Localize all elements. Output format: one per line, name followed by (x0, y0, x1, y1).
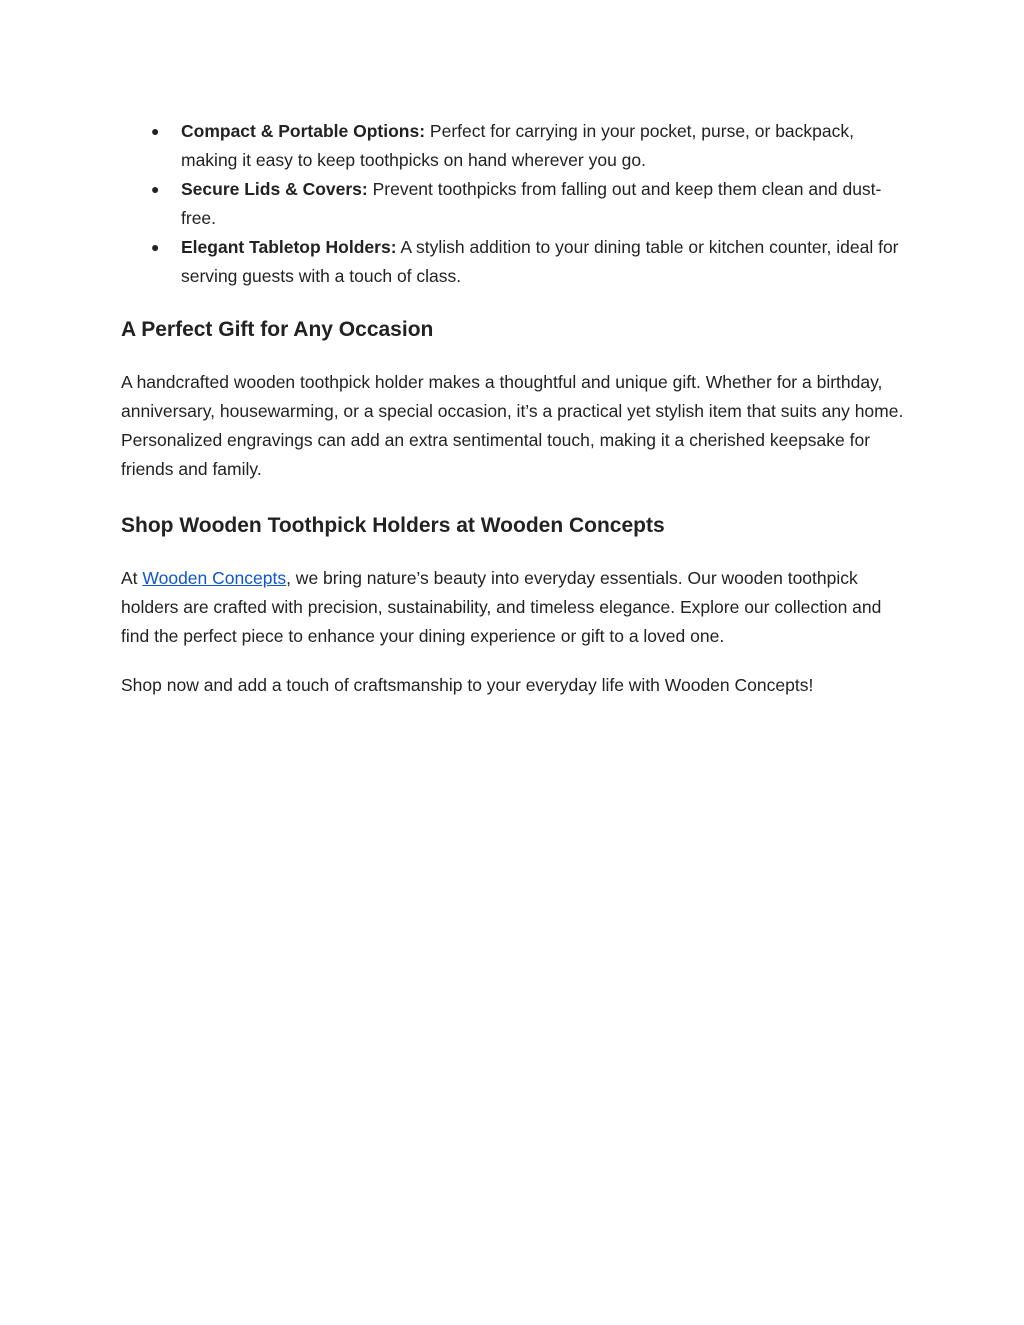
bullet-text: A stylish addition to your dining table or kitchen counter, ideal for serving guests with a touch of class. (181, 237, 899, 286)
bullet-dot-icon: ● (151, 181, 160, 197)
closing-paragraph: Shop now and add a touch of craftsmanship to your everyday life with Wooden Concepts! (121, 675, 814, 695)
bullet-item-compact (121, 117, 911, 175)
gift-section-heading: A Perfect Gift for Any Occasion (121, 318, 434, 341)
bullet-text: Prevent toothpicks from falling out and keep them clean and dust-free. (181, 179, 882, 228)
bullet-dot-icon: ● (151, 239, 160, 255)
bullet-item-tabletop (121, 233, 911, 291)
shop-section-paragraph (121, 564, 911, 651)
bullet-text: Perfect for carrying in your pocket, purse, or backpack, making it easy to keep toothpicks on hand wherever you go. (181, 121, 854, 170)
bullet-lead: Elegant Tabletop Holders: (181, 237, 397, 257)
bullet-lead: Secure Lids & Covers: (181, 179, 368, 199)
shop-paragraph-prefix: At (121, 568, 143, 588)
bullet-dot-icon: ● (151, 123, 160, 139)
gift-section-paragraph: A handcrafted wooden toothpick holder makes a thoughtful and unique gift. Whether for a birthday, anniversary, housewarming, or a special occasion, it’s a practical yet stylish item that suits any home. Personalized engravings can add an extra sentimental touch, making it a cherished keepsake for friends and family. (121, 372, 904, 479)
bullet-item-secure-lids (121, 175, 911, 233)
wooden-concepts-link[interactable]: Wooden Concepts (142, 568, 287, 588)
document-content (121, 117, 911, 700)
shop-section-heading: Shop Wooden Toothpick Holders at Wooden Concepts (121, 514, 665, 537)
bullet-lead: Compact & Portable Options: (181, 121, 426, 141)
shop-paragraph-suffix: , we bring nature’s beauty into everyday essentials. Our wooden toothpick holders are crafted with precision, sustainability, and timeless elegance. Explore our collection and find the perfect piece to enhance your dining experience or gift to a loved one. (121, 568, 882, 646)
feature-bullet-list (121, 117, 911, 291)
